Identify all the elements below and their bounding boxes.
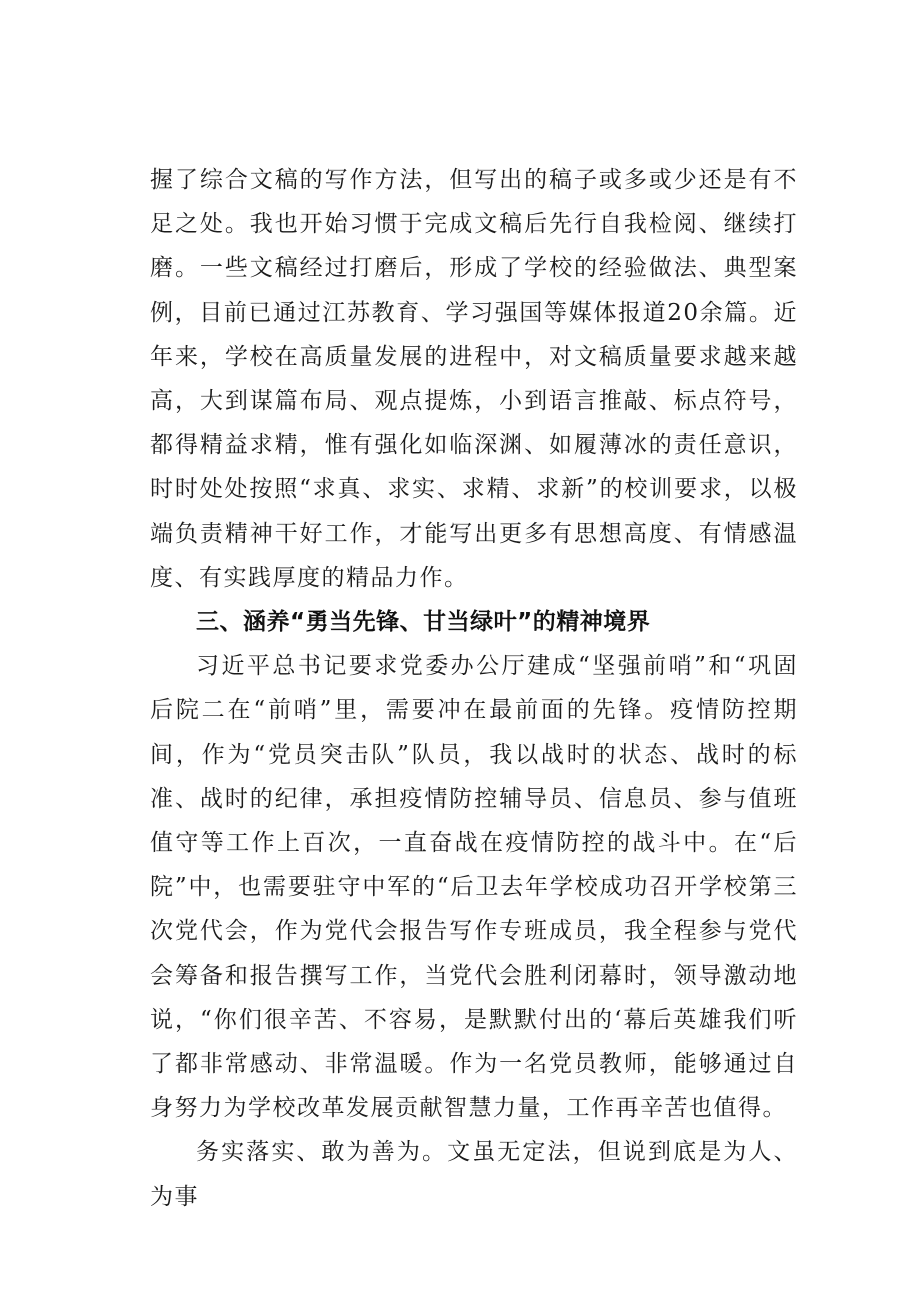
paragraph-practical: 务实落实、敢为善为。文虽无定法，但说到底是为人、为事 (150, 1139, 798, 1210)
section-heading: 三、涵养“勇当先锋、甘当绿叶”的精神境界 (196, 609, 651, 636)
document-body (150, 158, 798, 1219)
paragraph-continued: 握了综合文稿的写作方法，但写出的稿子或多或少还是有不足之处。我也开始习惯于完成文稿后先行自我检阅、继续打磨。一些文稿经过打磨后，形成了学校的经验做法、典型案例，目前已通过江苏教育、学习强国等媒体报道20余篇。近年来，学校在高质量发展的进程中，对文稿质量要求越来越高，大到谋篇布局、观点提炼，小到语言推敲、标点符号，都得精益求精，惟有强化如临深渊、如履薄冰的责任意识，时时处处按照“求真、求实、求精、求新”的校训要求，以极端负责精神干好工作，才能写出更多有思想高度、有情感温度、有实践厚度的精品力作。 (150, 167, 798, 591)
paragraph-vanguard: 习近平总书记要求党委办公厅建成“坚强前哨”和“巩固后院二在“前哨”里，需要冲在最前面的先锋。疫情防控期间，作为“党员突击队”队员，我以战时的状态、战时的标准、战时的纪律，承担疫情防控辅导员、信息员、参与值班值守等工作上百次，一直奋战在疫情防控的战斗中。在“后院”中，也需要驻守中军的“后卫去年学校成功召开学校第三次党代会，作为党代会报告写作专班成员，我全程参与党代会筹备和报告撰写工作，当党代会胜利闭幕时，领导激动地说，“你们很辛苦、不容易，是默默付出的‘幕后英雄我们听了都非常感动、非常温暖。作为一名党员教师，能够通过自身努力为学校改革发展贡献智慧力量，工作再辛苦也值得。 (150, 653, 798, 1122)
